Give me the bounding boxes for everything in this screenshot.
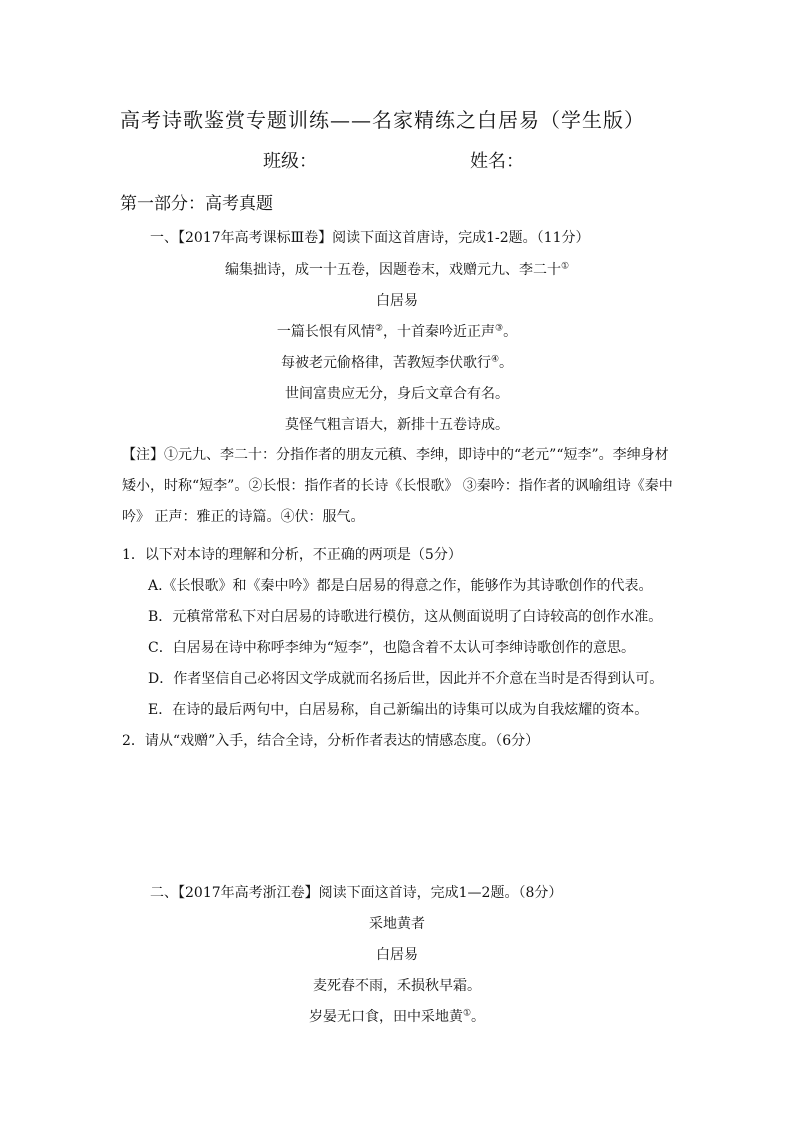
- footnote-mark: ③: [495, 323, 504, 334]
- annotation-note: 【注】①元九、李二十：分指作者的朋友元稹、李绅，即诗中的“老元”“短李”。李绅身材矮小，时称“短李”。②长恨：指作者的长诗《长恨歌》 ③秦吟：指作者的讽喻组诗《秦中吟》 正声：雅正的诗篇。④伏：服气。: [122, 447, 673, 525]
- footnote-mark: ①: [462, 1008, 472, 1019]
- q1-author: 白居易: [376, 293, 418, 309]
- poem-line-text: 每被老元偷格律，苦教短李伏歌行: [280, 355, 491, 371]
- q1-poem-title: [0, 263, 794, 277]
- option-c: C．白居易在诗中称呼李绅为“短李”，也隐含着不太认可李绅诗歌创作的意思。: [148, 640, 636, 656]
- poem-line-4: 莫怪气粗言语大，新排十五卷诗成。: [285, 417, 509, 433]
- footnote-mark: ①: [560, 261, 570, 272]
- q2-poem-title: 采地黄者: [369, 916, 425, 932]
- poem-line-text: 。: [503, 324, 518, 340]
- poem-title-text: 编集拙诗，成一十五卷，因题卷末，戏赠元九、李二十: [224, 262, 561, 278]
- question-1: 1．以下对本诗的理解和分析，不正确的两项是（5分）: [122, 547, 462, 563]
- footnote-mark: ②: [374, 323, 383, 334]
- class-label: 班级：: [263, 151, 317, 172]
- poem-line-2: [0, 356, 794, 370]
- page-title: 高考诗歌鉴赏专题训练——名家精练之白居易（学生版）: [120, 108, 645, 132]
- q2-poem-line-2: [0, 1010, 794, 1024]
- option-b: B．元稹常常私下对白居易的诗歌进行模仿，这从侧面说明了白诗较高的创作水准。: [148, 609, 663, 625]
- poem-line-1: [0, 325, 794, 339]
- poem-line-text: 。: [471, 1009, 486, 1025]
- option-d: D．作者坚信自己必将因文学成就而名扬后世，因此并不介意在当时是否得到认可。: [148, 671, 664, 687]
- q1-header: 一、【2017年高考课标Ⅲ卷】阅读下面这首唐诗，完成1-2题。（11分）: [150, 230, 590, 246]
- q2-header: 二、【2017年高考浙江卷】阅读下面这首诗，完成1—2题。（8分）: [150, 885, 563, 901]
- name-label: 姓名：: [470, 151, 524, 172]
- question-2: 2．请从“戏赠”入手，结合全诗，分析作者表达的情感态度。（6分）: [122, 733, 540, 749]
- poem-line-text: ，十首秦吟近正声: [383, 324, 495, 340]
- section-heading: 第一部分：高考真题: [120, 194, 273, 214]
- poem-line-text: 一篇长恨有风情: [276, 324, 375, 340]
- footnote-mark: ④: [490, 354, 500, 365]
- poem-line-text: 岁晏无口食，田中采地黄: [308, 1009, 463, 1025]
- poem-line-text: 。: [499, 355, 514, 371]
- option-e: E．在诗的最后两句中，白居易称，自己新编出的诗集可以成为自我炫耀的资本。: [148, 702, 649, 718]
- poem-line-3: 世间富贵应无分，身后文章合有名。: [285, 386, 509, 402]
- option-a: A.《长恨歌》和《秦中吟》都是白居易的得意之作，能够作为其诗歌创作的代表。: [148, 578, 653, 594]
- q2-author: 白居易: [376, 947, 418, 963]
- q2-poem-line-1: 麦死春不雨，禾损秋早霜。: [313, 978, 481, 994]
